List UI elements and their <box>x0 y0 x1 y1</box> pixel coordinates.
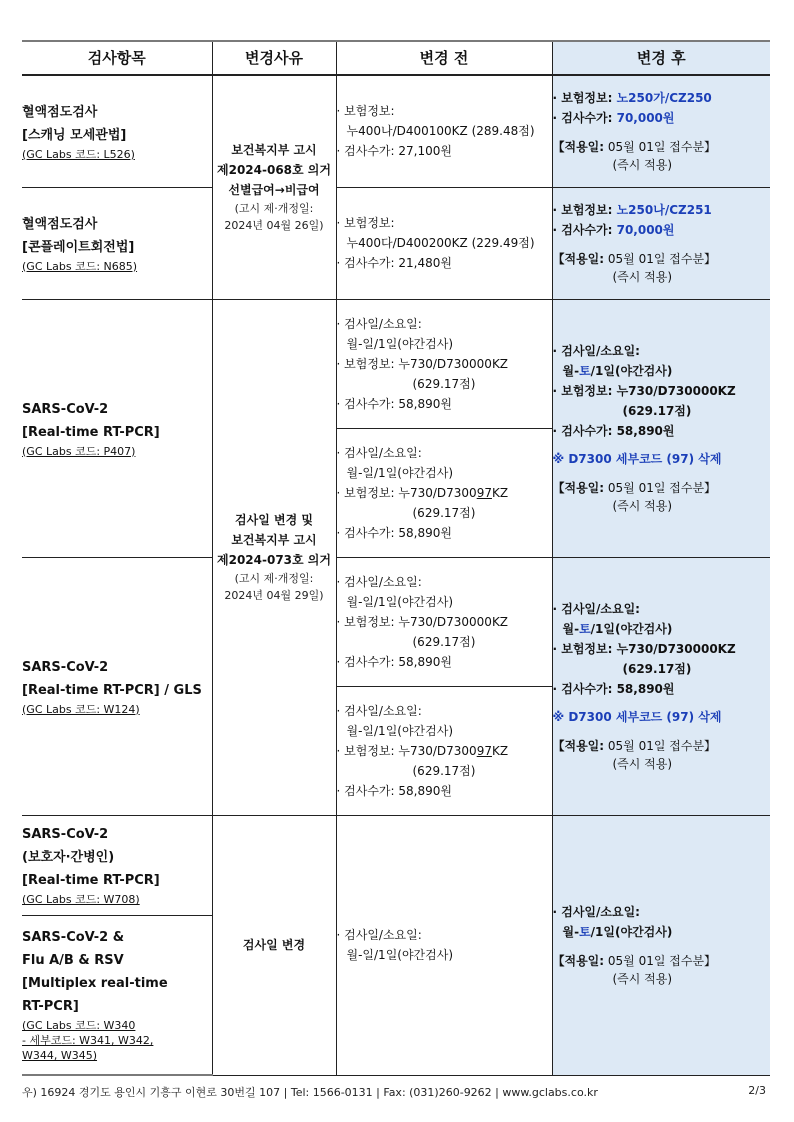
after-line: · 검사일/소요일: <box>552 344 640 358</box>
before-line: 월-일/1일(야간검사) <box>346 948 454 962</box>
item-cell <box>22 915 212 1075</box>
before-line: · 검사일/소요일: <box>336 703 422 718</box>
reason-line: 보건복지부 고시 <box>231 143 317 158</box>
reason-line: 검사일 변경 및 <box>235 513 313 527</box>
item-method: [Multiplex real-time <box>22 976 168 992</box>
before-line: 월-일/1일(야간검사) <box>346 594 454 609</box>
after-label: · 보험정보: <box>552 91 613 106</box>
after-line-part: 월- <box>562 925 580 939</box>
reason-line: 제2024-068호 의거 <box>217 163 331 178</box>
item-name: SARS-CoV-2 & <box>22 930 125 946</box>
before-line: · 검사일/소요일: <box>336 445 422 460</box>
apply-date <box>553 479 771 515</box>
before-line: 누400나/D400100KZ (289.48점) <box>346 124 535 139</box>
after-line-part: 월- <box>562 364 580 378</box>
apply-note: (즉시 적용) <box>612 757 673 771</box>
before-line-part: · 보험정보: 누730/D7300 <box>336 485 477 500</box>
item-code: (GC Labs 코드: L526) <box>22 147 135 161</box>
table-header-row <box>22 41 770 75</box>
before-line: 월-일/1일(야간검사) <box>346 723 454 738</box>
after-cell <box>552 187 770 299</box>
item-name: Flu A/B & RSV <box>22 953 124 969</box>
after-line: · 검사일/소요일: <box>552 905 640 919</box>
before-line: 월-일/1일(야간검사) <box>346 336 454 351</box>
delete-note: ※ D7300 세부코드 (97) 삭제 <box>552 710 722 724</box>
after-line: · 검사일/소요일: <box>552 602 640 616</box>
apply-value: 05월 01일 접수분】 <box>607 140 717 155</box>
item-name: SARS-CoV-2 <box>22 827 109 842</box>
footer <box>22 1084 770 1100</box>
before-line: (629.17점) <box>412 634 476 649</box>
before-line: · 검사수가: 58,890원 <box>336 654 452 669</box>
reason-line: 선별급여→비급여 <box>228 183 320 198</box>
apply-date <box>553 138 771 174</box>
after-saturday: 토 <box>579 622 591 636</box>
apply-value: 05월 01일 접수분】 <box>607 252 717 266</box>
item-cell <box>22 299 212 557</box>
after-cell <box>552 75 770 187</box>
item-method: [Real-time RT-PCR] / GLS <box>22 682 202 698</box>
before-line: · 보험정보: <box>336 216 395 230</box>
item-cell <box>22 557 212 815</box>
before-cell <box>336 75 552 187</box>
after-saturday: 토 <box>579 925 591 939</box>
item-name: SARS-CoV-2 <box>22 401 109 417</box>
after-line: · 검사수가: 58,890원 <box>552 424 675 438</box>
table-row <box>22 815 770 915</box>
before-line: · 검사일/소요일: <box>336 928 422 942</box>
before-line: · 보험정보: <box>336 104 395 119</box>
before-line: 누400다/D400200KZ (229.49점) <box>346 236 535 250</box>
table-row <box>22 187 770 299</box>
reason-date-label: (고시 제·개정일: <box>234 202 314 216</box>
before-line: · 검사수가: 58,890원 <box>336 396 452 411</box>
after-cell <box>552 557 770 815</box>
apply-date <box>553 737 771 773</box>
apply-value: 05월 01일 접수분】 <box>607 481 717 495</box>
item-cell <box>22 187 212 299</box>
after-cell <box>552 815 770 1075</box>
before-line: · 검사일/소요일: <box>336 574 422 589</box>
before-line: (629.17점) <box>412 763 476 778</box>
apply-note: (즉시 적용) <box>612 972 673 986</box>
apply-value: 05월 01일 접수분】 <box>607 739 717 753</box>
apply-note: (즉시 적용) <box>612 158 673 173</box>
item-code: (GC Labs 코드: P407) <box>22 444 136 458</box>
header-after: 변경 후 <box>552 41 770 75</box>
apply-label: 【적용일: <box>552 954 605 968</box>
table-row <box>22 299 770 428</box>
after-label: · 검사수가: <box>552 111 613 126</box>
item-name: SARS-CoV-2 <box>22 659 109 675</box>
after-line: · 보험정보: 누730/D730000KZ <box>552 384 736 398</box>
reason-cell <box>212 299 336 815</box>
item-code: (GC Labs 코드: W708) <box>22 893 140 906</box>
header-item: 검사항목 <box>22 41 212 75</box>
after-insurance-value: 노250나/CZ251 <box>616 203 712 217</box>
item-code: (GC Labs 코드: W340 <box>22 1019 136 1033</box>
subcode-97: 97 <box>476 743 492 758</box>
after-line-part: /1일(야간검사) <box>590 622 673 636</box>
item-method: [콘플레이트회전법] <box>22 239 135 255</box>
header-before: 변경 전 <box>336 41 552 75</box>
footer-contact: 우) 16924 경기도 용인시 기흥구 이현로 30번길 107 | Tel: 1566-0131 | Fax: (031)260-9262 | www.gclabs.co.kr <box>22 1086 598 1099</box>
before-line: (629.17점) <box>412 376 476 391</box>
after-label: · 검사수가: <box>552 223 613 237</box>
reason-date: 2024년 04월 26일) <box>224 219 324 233</box>
before-cell <box>336 299 552 428</box>
item-cell <box>22 75 212 187</box>
reason-line: 제2024-073호 의거 <box>217 553 331 567</box>
apply-date <box>553 952 771 988</box>
header-reason: 변경사유 <box>212 41 336 75</box>
item-cell <box>22 815 212 915</box>
apply-label: 【적용일: <box>552 140 605 155</box>
item-method: RT-PCR] <box>22 999 79 1015</box>
before-line: · 검사수가: 21,480원 <box>336 256 452 270</box>
after-line: · 보험정보: 누730/D730000KZ <box>552 642 736 656</box>
item-name: 혈액점도검사 <box>22 104 98 120</box>
delete-note: ※ D7300 세부코드 (97) 삭제 <box>552 452 722 466</box>
before-line: · 보험정보: 누730/D730000KZ <box>336 614 509 629</box>
item-code: (GC Labs 코드: W124) <box>22 702 140 716</box>
table-row <box>22 75 770 187</box>
apply-label: 【적용일: <box>552 252 605 266</box>
after-line: (629.17점) <box>622 662 692 676</box>
before-line: 월-일/1일(야간검사) <box>346 465 454 480</box>
before-cell <box>336 428 552 557</box>
before-line: · 검사일/소요일: <box>336 316 422 331</box>
after-line: · 검사수가: 58,890원 <box>552 682 675 696</box>
apply-note: (즉시 적용) <box>612 270 673 284</box>
before-line-part: KZ <box>491 485 509 500</box>
before-line: (629.17점) <box>412 505 476 520</box>
before-line: · 검사수가: 58,890원 <box>336 783 452 798</box>
before-line: · 검사수가: 27,100원 <box>336 144 452 159</box>
after-line-part: /1일(야간검사) <box>590 925 673 939</box>
item-method: [Real-time RT-PCR] <box>22 873 160 888</box>
item-name: 혈액점도검사 <box>22 216 98 232</box>
apply-date <box>553 250 771 286</box>
reason-cell <box>212 815 336 1075</box>
item-method: [스캐닝 모세관법] <box>22 127 127 143</box>
before-cell <box>336 187 552 299</box>
after-fee-value: 70,000원 <box>616 223 675 237</box>
reason-line: 보건복지부 고시 <box>231 533 317 547</box>
before-cell <box>336 557 552 686</box>
table-row <box>22 557 770 686</box>
before-cell <box>336 686 552 815</box>
before-line-part: KZ <box>491 743 509 758</box>
apply-label: 【적용일: <box>552 481 605 495</box>
item-code: (GC Labs 코드: N685) <box>22 259 138 273</box>
after-cell <box>552 299 770 557</box>
page-number: 2/3 <box>748 1084 766 1097</box>
item-method: [Real-time RT-PCR] <box>22 424 160 440</box>
before-line: · 검사수가: 58,890원 <box>336 525 452 540</box>
item-subcode: W344, W345) <box>22 1049 98 1063</box>
apply-note: (즉시 적용) <box>612 499 673 513</box>
subcode-97: 97 <box>476 485 492 500</box>
before-line-part: · 보험정보: 누730/D7300 <box>336 743 477 758</box>
reason-cell <box>212 75 336 299</box>
after-fee-value: 70,000원 <box>616 111 675 126</box>
after-line-part: 월- <box>562 622 580 636</box>
after-insurance-value: 노250가/CZ250 <box>616 91 712 106</box>
before-cell <box>336 815 552 1075</box>
before-line: · 보험정보: 누730/D730000KZ <box>336 356 509 371</box>
apply-label: 【적용일: <box>552 739 605 753</box>
after-saturday: 토 <box>579 364 591 378</box>
after-label: · 보험정보: <box>552 203 613 217</box>
item-subcode: - 세부코드: W341, W342, <box>22 1034 154 1048</box>
change-notice-table <box>22 40 770 1076</box>
after-line-part: /1일(야간검사) <box>590 364 673 378</box>
reason-date: 2024년 04월 29일) <box>224 589 324 602</box>
apply-value: 05월 01일 접수분】 <box>607 954 717 968</box>
item-subject: (보호자·간병인) <box>22 850 115 865</box>
reason-date-label: (고시 제·개정일: <box>234 572 314 585</box>
reason-line: 검사일 변경 <box>242 938 306 952</box>
after-line: (629.17점) <box>622 404 692 418</box>
